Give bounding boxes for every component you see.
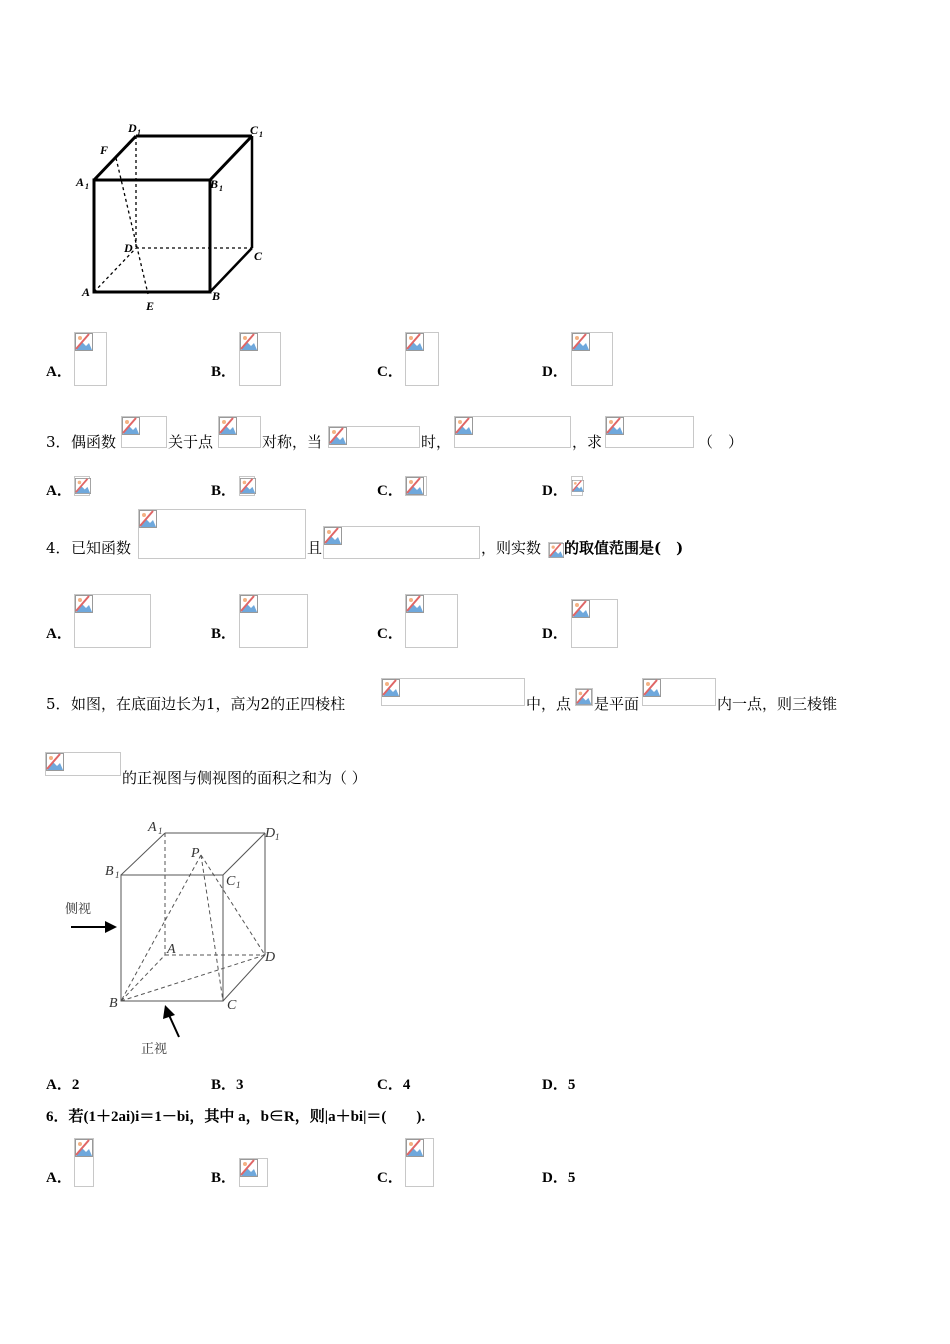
broken-image-icon [75, 595, 93, 613]
svg-text:1: 1 [219, 184, 223, 193]
q4-text-2: 且 [307, 539, 323, 557]
label-D: D [124, 241, 133, 255]
q5-option-c: C．4 [377, 1077, 411, 1093]
q4-option-d-label: D． [542, 626, 568, 642]
q4-formula-2 [323, 526, 480, 559]
q4-option-c-image [405, 594, 458, 648]
q6-stem: 6．若(1＋2ai)i＝1－bi，其中 a，b∈R，则|a＋bi|＝( ). [46, 1109, 426, 1125]
option-b-label: B． [211, 364, 237, 380]
q3-formula-4 [454, 416, 571, 448]
q3-number: 3． [46, 433, 71, 451]
q4-option-a-image [74, 594, 151, 648]
q5-number: 5． [46, 695, 71, 713]
broken-image-icon [549, 543, 564, 558]
broken-image-icon [406, 595, 424, 613]
option-b-image [239, 332, 281, 386]
prism-figure [55, 815, 295, 1060]
q5-formula-3 [642, 678, 716, 706]
label-E: E [146, 299, 155, 313]
q4-text-1: 已知函数 [71, 539, 132, 557]
q5-formula-2 [575, 688, 593, 706]
broken-image-icon [46, 753, 64, 771]
q3-option-a-image [74, 476, 90, 496]
label-D1: D [128, 121, 137, 135]
option-a-label: A． [46, 364, 72, 380]
q6-option-a-image [74, 1138, 94, 1187]
broken-image-icon [219, 417, 237, 435]
option-c-label: C． [377, 364, 403, 380]
q3-text-4: 时， [421, 433, 452, 451]
cube-front-face [94, 180, 210, 292]
broken-image-icon [406, 477, 424, 495]
broken-image-icon [643, 679, 661, 697]
q6-option-b-image [239, 1158, 268, 1187]
svg-text:1: 1 [259, 130, 263, 139]
broken-image-icon [572, 600, 590, 618]
label-P: P [191, 846, 200, 861]
q4-text-4: 的取值范围是( ) [564, 539, 684, 557]
q4-option-b-label: B． [211, 626, 237, 642]
broken-image-icon [324, 527, 342, 545]
q3-option-b-label: B． [211, 483, 237, 499]
q4-option-a-label: A． [46, 626, 72, 642]
svg-text:1: 1 [158, 826, 163, 836]
broken-image-icon [240, 595, 258, 613]
q3-formula-2 [218, 416, 261, 448]
q4-formula-1 [138, 509, 306, 559]
broken-image-icon [75, 333, 93, 351]
q3-formula-3 [328, 426, 420, 448]
label-A: A [82, 285, 91, 299]
q6-option-c-label: C． [377, 1170, 403, 1186]
q4-text-3: ，则实数 [481, 539, 542, 557]
label-C1: C [226, 874, 236, 889]
broken-image-icon [240, 1159, 258, 1177]
q3-option-b-image [239, 476, 255, 496]
side-view-label: 侧视 [65, 901, 92, 916]
label-B: B [212, 289, 221, 303]
q5-formula-1 [381, 678, 525, 706]
label-B1: B [105, 864, 114, 879]
q3-option-d-label: D． [542, 483, 568, 499]
broken-image-icon [75, 477, 91, 495]
q5-text-2: 中，点 [526, 695, 572, 713]
label-C: C [227, 998, 237, 1013]
q3-text-1: 偶函数 [71, 433, 117, 451]
label-B: B [109, 996, 118, 1011]
q3-option-c-image [405, 476, 427, 496]
q3-option-c-label: C． [377, 483, 403, 499]
q3-text-5: ，求 [572, 433, 603, 451]
q5-option-d: D．5 [542, 1077, 576, 1093]
svg-text:1: 1 [236, 880, 241, 890]
svg-text:1: 1 [85, 182, 89, 191]
option-a-image [74, 332, 107, 386]
q5-text-5: 的正视图与侧视图的面积之和为（ ） [122, 769, 367, 787]
q4-formula-3 [548, 542, 563, 558]
q4-option-c-label: C． [377, 626, 403, 642]
broken-image-icon [329, 427, 347, 445]
broken-image-icon [572, 333, 590, 351]
label-A1: A [76, 175, 85, 189]
q6-option-b-label: B． [211, 1170, 237, 1186]
label-C: C [254, 249, 263, 263]
option-c-image [405, 332, 439, 386]
label-D: D [265, 950, 276, 965]
broken-image-icon [139, 510, 157, 528]
q6-option-a-label: A． [46, 1170, 72, 1186]
broken-image-icon [572, 477, 584, 495]
q5-option-b: B．3 [211, 1077, 244, 1093]
broken-image-icon [75, 1139, 93, 1157]
q3-formula-1 [121, 416, 167, 448]
broken-image-icon [406, 333, 424, 351]
broken-image-icon [576, 689, 592, 705]
broken-image-icon [406, 1139, 424, 1157]
q4-option-b-image [239, 594, 308, 648]
broken-image-icon [606, 417, 624, 435]
front-view-label: 正视 [141, 1041, 168, 1056]
q4-number: 4． [46, 539, 71, 557]
q6-option-d: D．5 [542, 1170, 576, 1186]
label-B1: B [210, 177, 219, 191]
cube-figure [40, 118, 290, 318]
option-d-image [571, 332, 613, 386]
broken-image-icon [240, 477, 256, 495]
label-C1: C [250, 123, 259, 137]
svg-text:1: 1 [137, 128, 141, 137]
label-A: A [167, 942, 176, 957]
svg-text:1: 1 [275, 832, 280, 842]
svg-text:1: 1 [115, 870, 120, 880]
q5-text-3: 是平面 [594, 695, 640, 713]
q6-option-c-image [405, 1138, 434, 1187]
q5-text-1: 如图，在底面边长为1，高为2的正四棱柱 [71, 695, 346, 713]
broken-image-icon [382, 679, 400, 697]
q3-text-6: （ ） [698, 433, 744, 451]
label-D1: D [265, 826, 276, 841]
q4-option-d-image [571, 599, 618, 648]
q3-text-3: 对称，当 [262, 433, 323, 451]
label-F: F [100, 143, 109, 157]
label-A1: A [148, 820, 157, 835]
broken-image-icon [455, 417, 473, 435]
q3-option-a-label: A． [46, 483, 72, 499]
q3-formula-5 [605, 416, 694, 448]
q5-text-4: 内一点，则三棱锥 [717, 695, 838, 713]
option-d-label: D． [542, 364, 568, 380]
q5-formula-4 [45, 752, 121, 776]
q3-option-d-image [571, 476, 583, 496]
q3-text-2: 关于点 [168, 433, 214, 451]
q5-option-a: A．2 [46, 1077, 80, 1093]
broken-image-icon [240, 333, 258, 351]
broken-image-icon [122, 417, 140, 435]
